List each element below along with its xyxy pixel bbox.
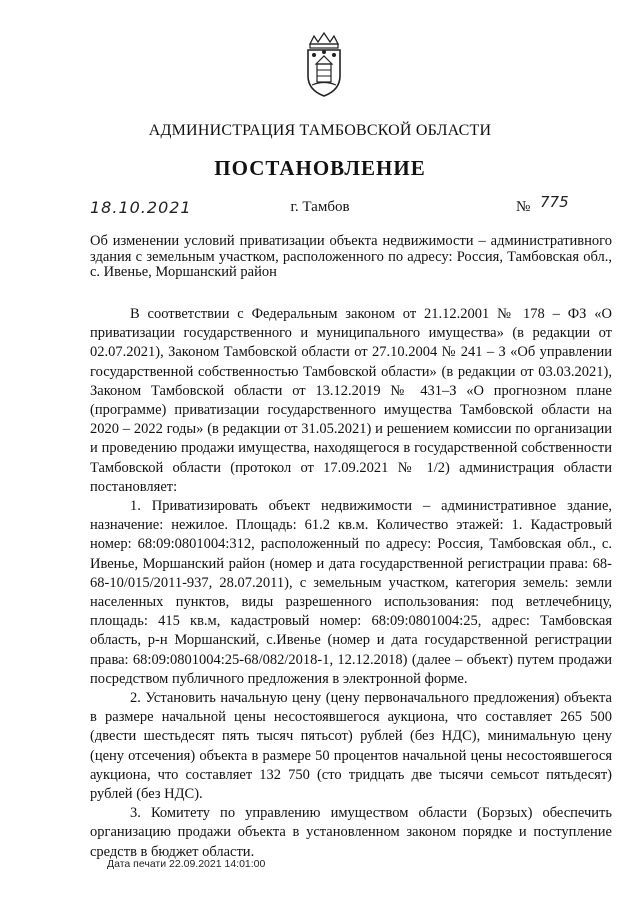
document-date: 18.10.2021	[90, 198, 192, 217]
document-city: г. Тамбов	[290, 199, 350, 215]
body-paragraph: 3. Комитету по управлению имуществом области (Борзых) обеспечить организацию продажи объекта в установленном законом порядке и поступление средств в бюджет области.	[90, 805, 612, 860]
body-paragraph: 1. Приватизировать объект недвижимости – административное здание, назначение: нежилое. Площадь: 61.2 кв.м. Количество этажей: 1. Кадастровый номер: 68:09:0801004:312, расположенный по адресу: Россия, Тамбовская обл., с. Ивенье, Моршанский район (номер и дата государственной регистрации права: 68-68-10/015/2011-937, 28.07.2011), с земельным участком, категория земель: земли населенных пунктов, виды разрешенного использования: под ветлечебницу, площадь: 415 кв.м, кадастровый номер: 68:09:0801004:25, адрес: Тамбовская область, р-н Моршанский, с.Ивенье (номер и дата государственной регистрации права: 68:09:0801004:25-68/082/2018-1, 12.12.2018) (далее – объект) путем продажи посредством публичного предложения в электронной форме.	[90, 498, 612, 687]
print-date-footer: Дата печати 22.09.2021 14:01:00	[107, 858, 266, 870]
tambov-coat-of-arms-icon	[298, 30, 350, 100]
body-paragraph: 2. Установить начальную цену (цену первоначального предложения) объекта в размере начальной цены несостоявшегося аукциона, что составляет 265 500 (двести шестьдесят пять тысяч пятьсот) рублей (без НДС), минимальную цену (цену отсечения) объекта в размере 50 процентов начальной цены несостоявшегося аукциона, что составляет 132 750 (сто тридцать две тысячи семьсот пятьдесят) рублей (без НДС).	[90, 690, 612, 803]
body-paragraph: В соответствии с Федеральным законом от 21.12.2001 № 178 – ФЗ «О приватизации государственного и муниципального имущества» (в редакции от 02.07.2021), Законом Тамбовской области от 27.10.2004 № 241 – З «Об управлении государственной собственностью Тамбовской области» (в редакции от 03.03.2021), Законом Тамбовской области от 13.12.2019 № 431–З «О прогнозном плане (программе) приватизации государственного имущества Тамбовской области на 2020 – 2022 годы» (в редакции от 31.05.2021) и решением комиссии по организации и проведению продажи имущества, находящегося в государственной собственности Тамбовской области (протокол от 17.09.2021 № 1/2) администрация области постановляет:	[90, 306, 612, 495]
document-number-label: №	[516, 199, 531, 215]
document-subject: Об изменении условий приватизации объекта недвижимости – административного здания с земельным участком, расположенного по адресу: Россия, Тамбовская обл., с. Ивенье, Моршанский район	[90, 233, 612, 280]
document-type-title: ПОСТАНОВЛЕНИЕ	[214, 156, 426, 180]
document-body	[90, 305, 612, 862]
organization-name: АДМИНИСТРАЦИЯ ТАМБОВСКОЙ ОБЛАСТИ	[148, 122, 492, 139]
document-number: 775	[540, 193, 569, 211]
